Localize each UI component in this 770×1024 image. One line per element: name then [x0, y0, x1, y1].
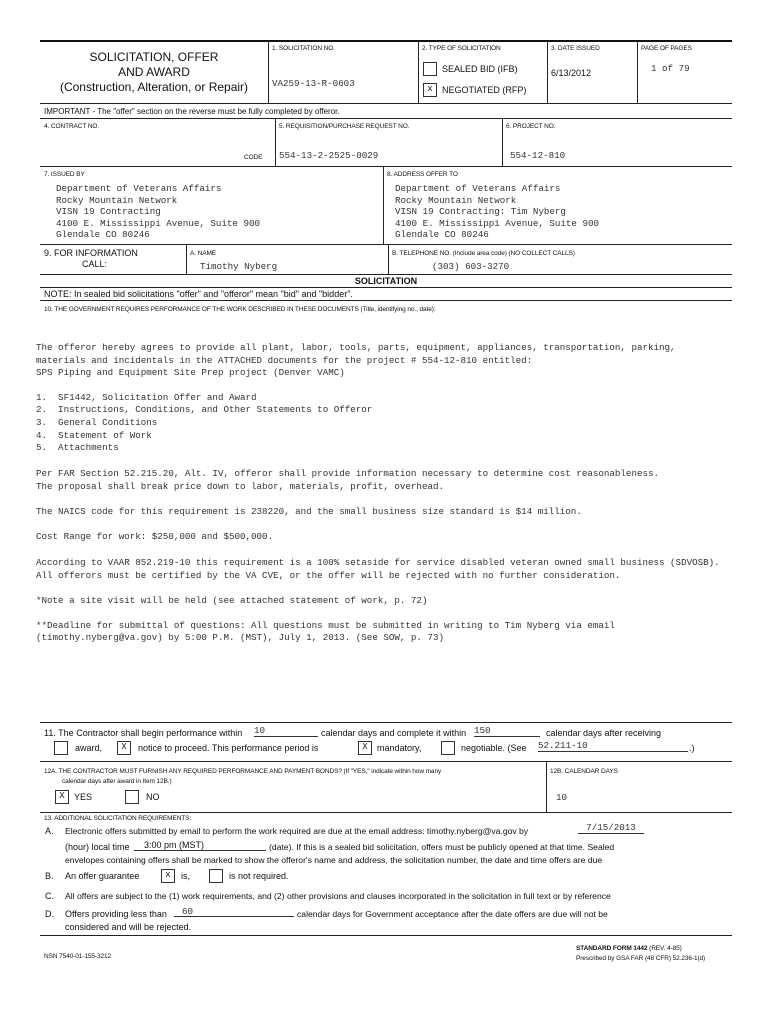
telephone-label: B. TELEPHONE NO. (Include area code) (NO COLLECT CALLS)	[392, 250, 575, 257]
award-checkbox[interactable]	[54, 741, 68, 755]
issued-by-line: Glendale CO 80246	[56, 229, 150, 240]
for-information-label	[44, 248, 138, 270]
issued-by-label: 7. ISSUED BY	[44, 171, 85, 178]
date-issued-label: 3. DATE ISSUED	[551, 45, 600, 52]
page-of-pages-label: PAGE OF PAGES	[641, 45, 692, 52]
item11-text3: calendar days after receiving	[546, 728, 662, 738]
item13d-letter: D.	[45, 909, 54, 919]
body-line: All offerors must be certified by the VA CVE, or the offer will be rejected with no further consideration.	[36, 570, 621, 581]
item13a-text2: (date). If this is a sealed bid solicitation, offers must be publicly opened at that time. Sealed	[269, 842, 615, 852]
negotiable-checkbox[interactable]	[441, 741, 455, 755]
body-line: (timothy.nyberg@va.gov) by 5:00 P.M. (MST), July 1, 2013. (See SOW, p. 73)	[36, 632, 444, 643]
solicitation-no-label: 1. SOLICITATION NO.	[272, 45, 335, 52]
project-no-label: 6. PROJECT NO.	[506, 123, 556, 130]
body-line: Cost Range for work: $250,000 and $500,000.	[36, 531, 274, 542]
item13a-text: Electronic offers submitted by email to perform the work required are due at the email address: timothy.nyberg@va.gov by	[65, 826, 529, 836]
body-line: The proposal shall break price down to labor, materials, profit, overhead.	[36, 481, 444, 492]
address-offer-address	[395, 183, 599, 241]
form-title-line2: AND AWARD	[118, 65, 190, 79]
offer-due-time-field[interactable]: 3:00 pm (MST)	[134, 840, 266, 851]
standard-form-rev: (REV. 4-85)	[649, 945, 682, 952]
work-described-label: 10. THE GOVERNMENT REQUIRES PERFORMANCE OF THE WORK DESCRIBED IN THESE DOCUMENTS (Title, identifying no., date):	[44, 306, 436, 313]
sealed-bid-label: SEALED BID (IFB)	[442, 64, 518, 74]
solicitation-type-label: 2. TYPE OF SOLICITATION	[422, 45, 501, 52]
body-line: 4. Statement of Work	[36, 430, 152, 441]
bonds-yes-label: YES	[74, 792, 93, 802]
item11-close: .)	[689, 743, 695, 753]
requisition-no-label: 5. REQUISITION/PURCHASE REQUEST NO.	[279, 123, 410, 130]
body-line: The offeror hereby agrees to provide all plant, labor, tools, parts, equipment, appliances, transportation, parking,	[36, 342, 676, 353]
item13c-text: All offers are subject to the (1) work requirements, and (2) other provisions and clauses incorporated in the solicitation in full text or by reference	[65, 891, 611, 901]
body-line: materials and incidentals in the ATTACHED documents for the project # 554-12-810 entitled:	[36, 355, 533, 366]
standard-form-bold: STANDARD FORM 1442	[576, 945, 648, 952]
address-offer-line: Department of Veterans Affairs	[395, 183, 561, 194]
form-title-line1: SOLICITATION, OFFER	[89, 50, 219, 64]
item12a-label: 12A. THE CONTRACTOR MUST FURNISH ANY REQUIRED PERFORMANCE AND PAYMENT BONDS? (If "YES," indicate within how many	[44, 768, 442, 775]
begin-days-field[interactable]: 10	[254, 725, 318, 737]
ntp-label: notice to proceed. This performance period is	[138, 743, 319, 753]
requisition-no-value: 554-13-2-2525-0029	[279, 150, 379, 161]
telephone-value: (303) 603-3270	[432, 261, 510, 272]
bonds-yes-checkbox[interactable]: X	[55, 790, 69, 804]
item13a-hour-label: (hour) local time	[65, 842, 130, 852]
item13d-text1: Offers providing less than	[65, 909, 167, 919]
bonds-no-label: NO	[146, 792, 160, 802]
sealed-bid-note: NOTE: In sealed bid solicitations "offer" and "offeror" mean "bid" and "bidder".	[44, 289, 353, 299]
item13d-text3: considered and will be rejected.	[65, 922, 192, 932]
acceptance-days-field[interactable]: 60	[174, 906, 294, 917]
award-label: award,	[75, 743, 103, 753]
body-line: *Note a site visit will be held (see attached statement of work, p. 72)	[36, 595, 428, 606]
code-label: CODE	[244, 154, 263, 161]
form-title	[40, 50, 268, 95]
item13b-text: An offer guarantee	[65, 871, 140, 881]
for-information-line2: CALL:	[82, 259, 108, 269]
item13d-text2: calendar days for Government acceptance after the date offers are due will not be	[297, 909, 608, 919]
date-issued-value: 6/13/2012	[551, 68, 592, 78]
item11-text2: calendar days and complete it within	[321, 728, 467, 738]
issued-by-address	[56, 183, 260, 241]
body-line: 5. Attachments	[36, 442, 119, 453]
issued-by-line: Rocky Mountain Network	[56, 194, 178, 206]
guarantee-is-checkbox[interactable]: x	[161, 869, 175, 883]
item13-label: 13. ADDITIONAL SOLICITATION REQUIREMENTS:	[44, 815, 192, 822]
nsn-number: NSN 7540-01-155-3212	[44, 953, 112, 960]
offer-due-date-field[interactable]: 7/15/2013	[578, 822, 644, 834]
issued-by-line: VISN 19 Contracting	[56, 206, 161, 217]
prescribed-by: Prescribed by GSA FAR (48 CFR) 52.236-1(d)	[576, 955, 706, 962]
contract-no-label: 4. CONTRACT NO.	[44, 123, 100, 130]
issued-by-line: Department of Veterans Affairs	[56, 183, 222, 194]
body-line: SPS Piping and Equipment Site Prep project (Denver VAMC)	[36, 367, 345, 378]
negotiated-label: NEGOTIATED (RFP)	[442, 85, 527, 95]
sealed-bid-checkbox[interactable]	[423, 62, 437, 76]
form-title-line3: (Construction, Alteration, or Repair)	[59, 80, 249, 94]
page-of-pages-value: 1 of 79	[651, 63, 690, 74]
body-line: **Deadline for submittal of questions: All questions must be submitted in writing to Tim Nyberg via email	[36, 620, 615, 631]
guarantee-isnot-checkbox[interactable]	[209, 869, 223, 883]
important-note: IMPORTANT - The "offer" section on the reverse must be fully completed by offeror.	[44, 107, 340, 116]
issued-by-line: 4100 E. Mississippi Avenue, Suite 900	[56, 217, 260, 229]
body-line: 1. SF1442, Solicitation Offer and Award	[36, 392, 257, 403]
negotiable-label: negotiable. (See	[461, 743, 527, 753]
item12b-label: 12B. CALENDAR DAYS	[550, 768, 618, 775]
solicitation-heading: SOLICITATION	[354, 276, 418, 286]
item13a-letter: A.	[45, 826, 54, 836]
item12b-value: 10	[556, 792, 568, 803]
guarantee-isnot-label: is not required.	[229, 871, 289, 881]
bonds-no-checkbox[interactable]	[125, 790, 139, 804]
item13a-text3: envelopes containing offers shall be marked to show the offeror's name and address, the solicitation number, the date and time offers are due	[65, 855, 603, 865]
solicitation-no-value: VA259-13-R-0603	[272, 78, 355, 89]
complete-days-field[interactable]: 150	[474, 725, 540, 737]
item13b-letter: B.	[45, 871, 54, 881]
item11-text1: 11. The Contractor shall begin performance within	[44, 728, 243, 738]
item12a-label-2: calendar days after award in Item 12B.)	[62, 778, 172, 785]
address-offer-line: Glendale CO 80246	[395, 229, 489, 240]
mandatory-checkbox[interactable]: X	[358, 741, 372, 755]
address-offer-line: Rocky Mountain Network	[395, 194, 517, 206]
project-no-value: 554-12-810	[510, 150, 566, 161]
address-offer-line: VISN 19 Contracting: Tim Nyberg	[395, 206, 566, 217]
standard-form-label	[576, 945, 682, 952]
negotiated-checkbox[interactable]: x	[423, 83, 437, 97]
body-line: The NAICS code for this requirement is 238220, and the small business size standard is $14 million.	[36, 506, 582, 517]
body-line: 3. General Conditions	[36, 417, 158, 428]
for-information-line1: 9. FOR INFORMATION	[44, 248, 138, 258]
mandatory-label: mandatory,	[377, 743, 422, 753]
address-offer-line: 4100 E. Mississippi Avenue, Suite 900	[395, 217, 599, 229]
address-offer-label: 8. ADDRESS OFFER TO	[387, 171, 458, 178]
see-reference-field[interactable]: 52.211-10	[538, 740, 688, 752]
body-line: 2. Instructions, Conditions, and Other Statements to Offeror	[36, 404, 373, 415]
item13c-letter: C.	[45, 891, 54, 901]
body-line: Per FAR Section 52.215.20, Alt. IV, offeror shall provide information necessary to determine cost reasonableness.	[36, 468, 660, 479]
contact-name-value: Timothy Nyberg	[200, 261, 278, 272]
ntp-checkbox[interactable]: X	[117, 741, 131, 755]
body-line: According to VAAR 852.219-10 this requirement is a 100% setaside for service disabled veteran owned small business (SDVOSB).	[36, 557, 720, 568]
contact-name-label: A. NAME	[190, 250, 217, 257]
guarantee-is-label: is,	[181, 871, 190, 881]
